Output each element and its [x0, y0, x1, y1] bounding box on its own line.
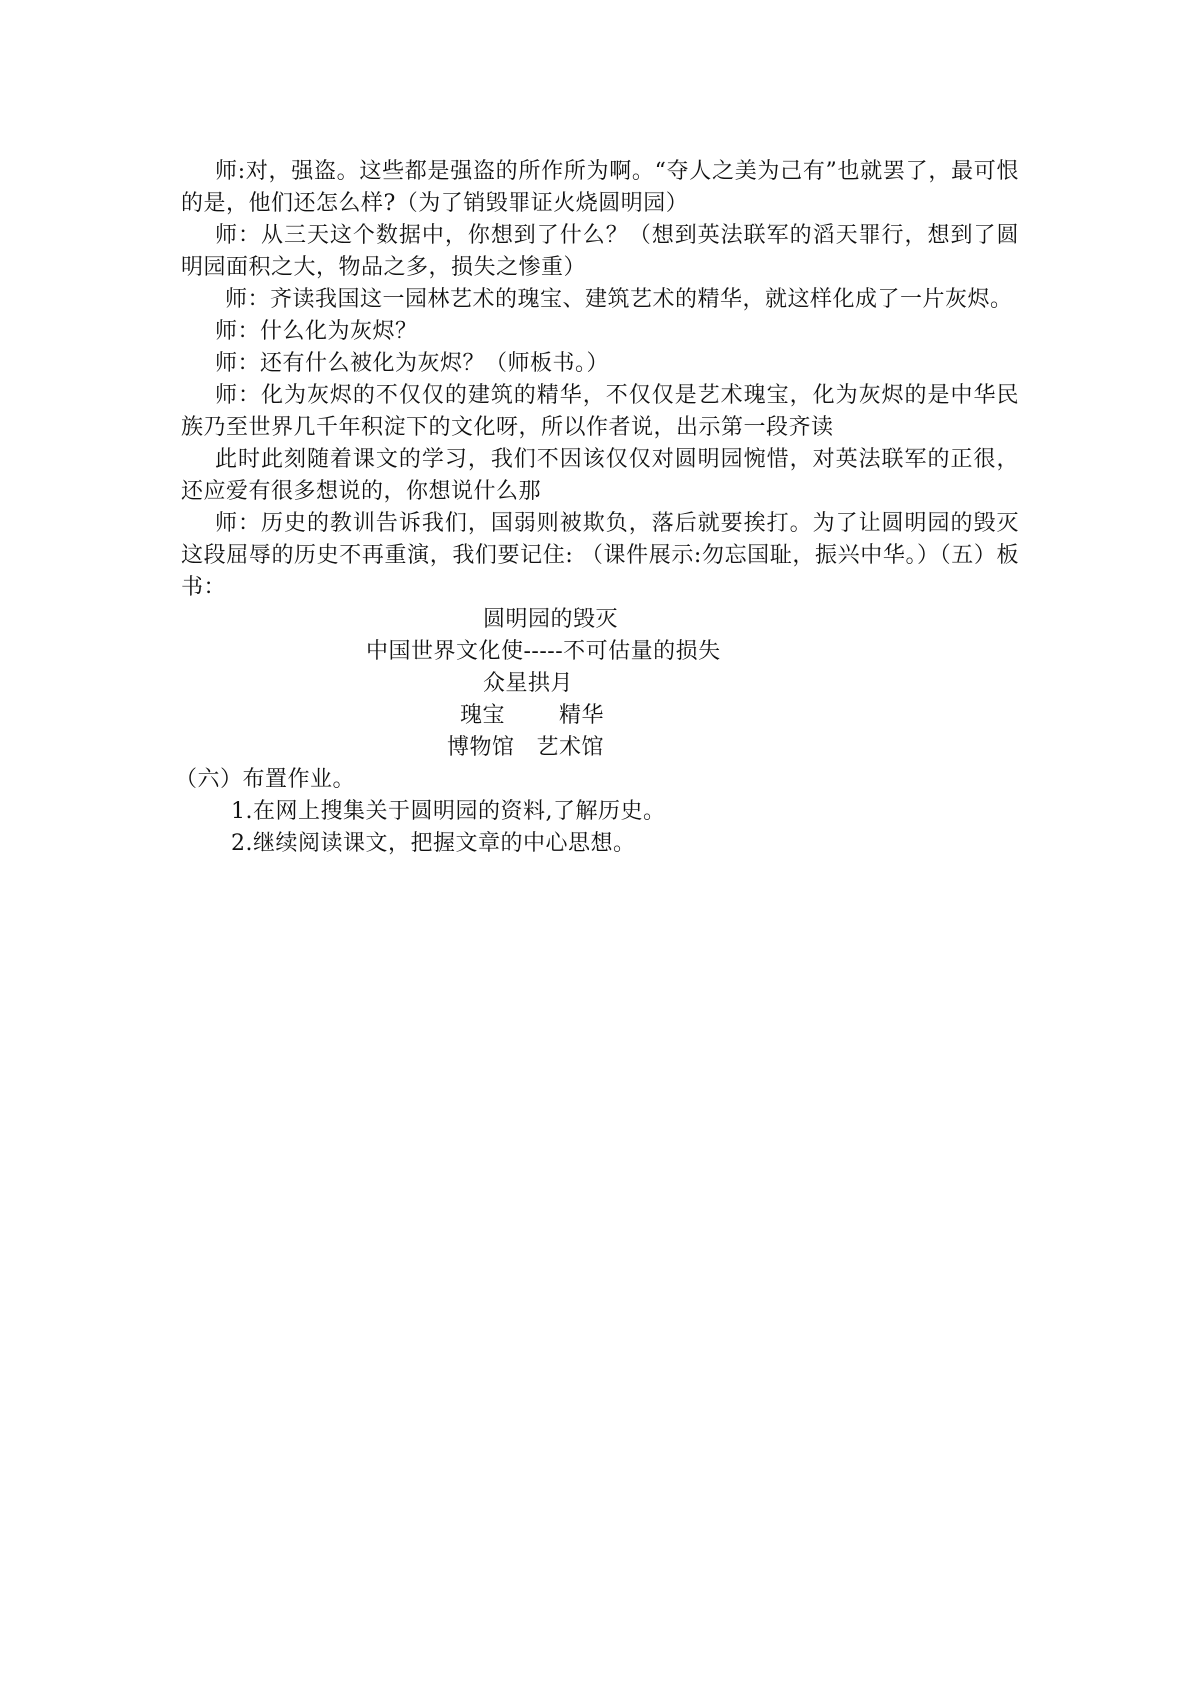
paragraph: 师：还有什么被化为灰烬？（师板书。） [215, 351, 610, 376]
board-row-2-left: 博物馆 [447, 735, 515, 760]
board-row-1-left: 瑰宝 [460, 703, 506, 728]
paragraph: 师：历史的教训告诉我们，国弱则被欺负，落后就要挨打。为了让圆明园的毁灭这段屈辱的历史不再重演，我们要记住: （课件展示:勿忘国耻，振兴中华。）（五）板书： [181, 511, 1019, 600]
homework-title: （六）布置作业。 [175, 767, 356, 792]
homework-item: 1.在网上搜集关于圆明园的资料,了解历史。 [231, 799, 666, 824]
board-star: 众星拱月 [483, 671, 574, 696]
board-row-2 [447, 732, 604, 764]
paragraph: 师:对，强盗。这些都是强盗的所作所为啊。“夺人之美为己有”也就罢了，最可恨的是，他们还怎么样?（为了销毁罪证火烧圆明园） [181, 159, 1019, 216]
paragraph: 师：从三天这个数据中，你想到了什么？（想到英法联军的滔天罪行，想到了圆明园面积之大，物品之多，损失之惨重） [181, 223, 1019, 280]
paragraph: 师：化为灰烬的不仅仅的建筑的精华，不仅仅是艺术瑰宝，化为灰烬的是中华民族乃至世界几千年积淀下的文化呀，所以作者说，出示第一段齐读 [181, 383, 1019, 440]
paragraph: 师：什么化为灰烬？ [215, 319, 418, 344]
board-subtitle: 中国世界文化使-----不可估量的损失 [366, 639, 721, 664]
board-row-2-right: 艺术馆 [536, 735, 605, 760]
board-title: 圆明园的毁灭 [483, 607, 619, 632]
paragraph: 此时此刻随着课文的学习，我们不因该仅仅对圆明园惋惜，对英法联军的正很，还应爱有很多想说的，你想说什么那 [181, 447, 1019, 504]
paragraph: 师：齐读我国这一园林艺术的瑰宝、建筑艺术的精华，就这样化成了一片灰烬。 [225, 287, 1013, 312]
board-row-1-right: 精华 [559, 703, 605, 728]
board-row-1 [460, 700, 604, 732]
document-body [175, 156, 1019, 860]
homework-item: 2.继续阅读课文，把握文章的中心思想。 [231, 831, 636, 856]
blackboard-notes [181, 604, 1019, 764]
